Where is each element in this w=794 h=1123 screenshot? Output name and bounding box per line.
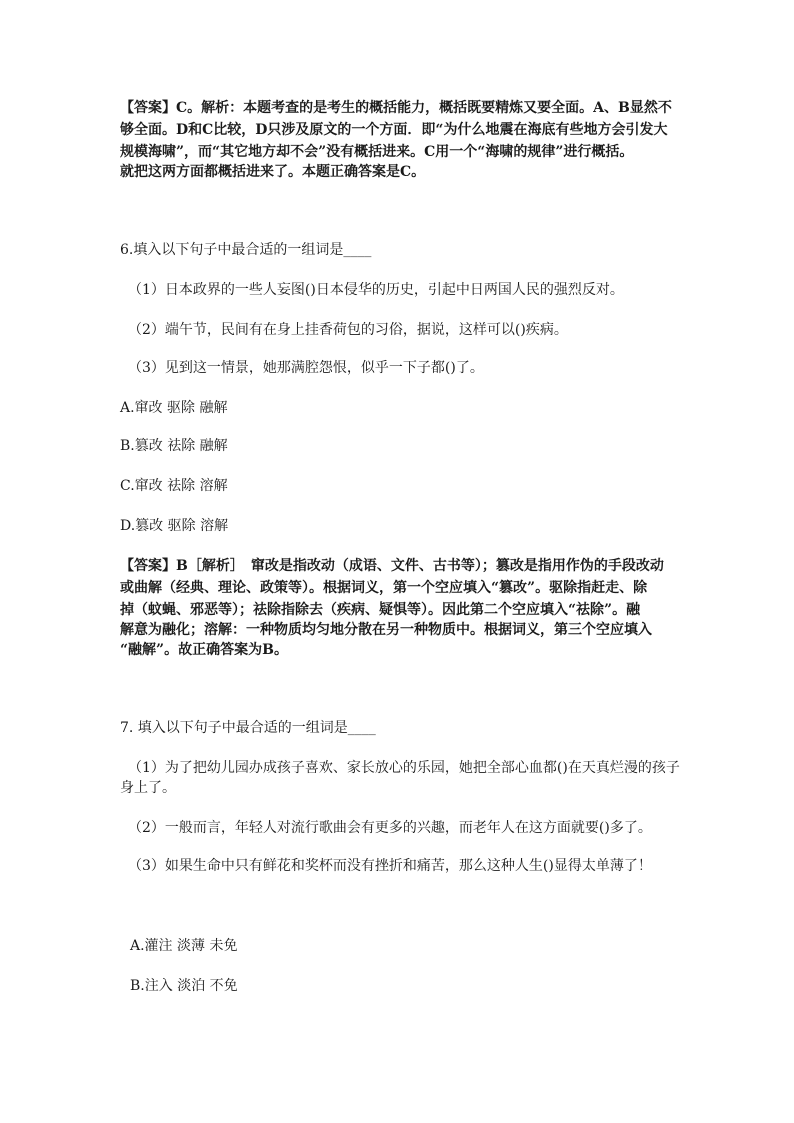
question-6-option-a: A.窜改 驱除 融解 [120,400,228,416]
question-6-sentence-2: （2）端午节，民间有在身上挂香荷包的习俗，据说，这样可以()疾病。 [128,322,568,338]
question-7-sentence-1-cont: 身上了。 [120,780,176,796]
question-7-sentence-2: （2）一般而言，年轻人对流行歌曲会有更多的兴趣，而老年人在这方面就要()多了。 [128,820,652,836]
answer-6-line-3: 掉（蚊蝇、邪恶等）；祛除指除去（疾病、疑惧等）。因此第二个空应填入“祛除”。融 [120,602,641,618]
answer-5-line-1: 【答案】C。解析：本题考查的是考生的概括能力，概括既要精炼又要全面。A、B显然不 [120,100,672,116]
answer-6-line-4: 解意为融化；溶解：一种物质均匀地分散在另一种物质中。根据词义，第三个空应填入 [120,622,652,638]
answer-6-line-5: “融解”。故正确答案为B。 [120,642,288,658]
answer-6-line-2: 或曲解（经典、理论、政策等）。根据词义，第一个空应填入“篡改”。驱除指赶走、除 [120,580,648,596]
answer-5-line-3: 规模海啸”，而“其它地方却不会”没有概括进来。C用一个“海啸的规律”进行概括。 [120,144,634,160]
question-6-option-c: C.窜改 祛除 溶解 [120,478,228,494]
question-6-sentence-3: （3）见到这一情景，她那满腔怨恨，似乎一下子都()了。 [128,360,484,376]
question-7-option-a: A.灌注 淡薄 未免 [130,938,238,954]
question-7-option-b: B.注入 淡泊 不免 [130,978,238,994]
question-6-sentence-1: （1）日本政界的一些人妄图()日本侵华的历史，引起中日两国人民的强烈反对。 [128,282,624,298]
question-7-sentence-1: （1）为了把幼儿园办成孩子喜欢、家长放心的乐园，她把全部心血都()在天真烂漫的孩子 [128,760,680,776]
answer-5-line-4: 就把这两方面都概括进来了。本题正确答案是C。 [120,164,426,180]
answer-5-line-2: 够全面。D和C比较，D只涉及原文的一个方面．即“为什么地震在海底有些地方会引发大 [120,122,668,138]
question-6-option-b: B.篡改 祛除 融解 [120,438,228,454]
answer-6-line-1: 【答案】B［解析］ 窜改是指改动（成语、文件、古书等）；篡改是指用作伪的手段改动 [120,558,664,574]
question-7-title: 7. 填入以下句子中最合适的一组词是____ [120,720,376,736]
question-6-option-d: D.篡改 驱除 溶解 [120,518,229,534]
question-7-sentence-3: （3）如果生命中只有鲜花和奖杯而没有挫折和痛苦，那么这种人生()显得太单薄了！ [128,858,652,874]
question-6-title: 6.填入以下句子中最合适的一组词是____ [120,242,372,258]
